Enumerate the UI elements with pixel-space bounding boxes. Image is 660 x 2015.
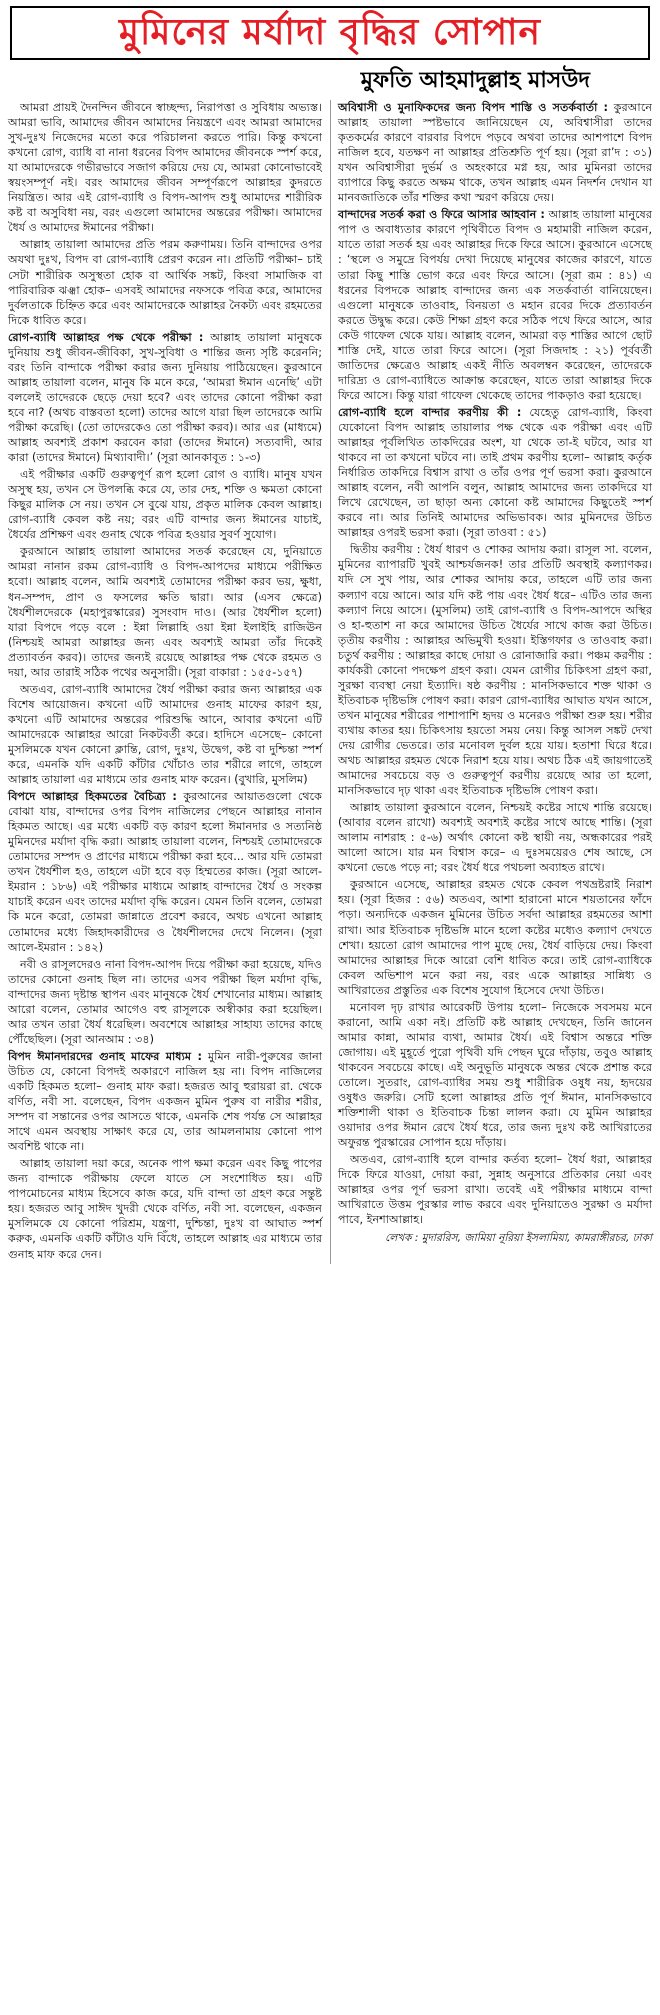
paragraph-text: অতএব, রোগ-ব্যাধি হলে বান্দার কর্তব্য হলো– ধৈর্য ধরা, আল্লাহর দিকে ফিরে যাওয়া, দোয়া করা, সুন্নাহ অনুসারে প্রতিকার নেয়া এবং আল্লাহর ওপর পূর্ণ ভরসা রাখা। তবেই এই পরীক্ষার মাধ্যমে বান্দা আখিরাতে উত্তম পুরস্কার লাভ করবে এবং দুনিয়াতেও সুরক্ষা ও মর্যাদা পাবে, ইনশাআল্লাহ।	[338, 1153, 652, 1227]
author-byline: লেখক : মুদাররিস, জামিয়া নূরিয়া ইসলামিয়া, কামরাঙ্গীরচর, ঢাকা	[385, 1232, 652, 1245]
paragraph-text: কুরআনে আল্লাহ তায়ালা স্পষ্টভাবে জানিয়েছেন যে, অবিশ্বাসীরা তাদের কৃতকর্মের কারণে বারবার বিপদে পড়বে অথবা তাদের আশপাশে বিপদ নাজিল হবে, যতক্ষণ না আল্লাহর প্রতিশ্রুতি পূর্ণ হয়। (সূরা রা’দ : ৩১) যখন অবিশ্বাসীরা দুর্ভর্ম ও অহংকারে মগ্ন হয়, আর মুমিনরা তাদের ব্যাপারে কিছু করতে অক্ষম থাকে, তখন আল্লাহ এমন নিদর্শন দেখান যা মানবজাতিকে তাঁর শক্তির কথা স্মরণ করিয়ে দেয়।	[338, 101, 652, 205]
paragraph	[338, 542, 652, 798]
paragraph	[8, 330, 322, 465]
paragraph	[338, 100, 652, 205]
paragraph	[338, 1000, 652, 1150]
article-title: মুমিনের মর্যাদা বৃদ্ধির সোপান	[119, 12, 541, 53]
paragraph	[338, 877, 652, 997]
paragraph	[338, 207, 652, 403]
paragraph-text: মনোবল দৃঢ় রাখার আরেকটি উপায় হলো– নিজেকে সবসময় মনে করানো, আমি একা নই। প্রতিটি কষ্ট আল্লাহ দেখছেন, তিনি জানেন আমার কান্না, আমার ব্যথা, আমার ধৈর্য। এই বিশ্বাস অন্তরে শক্তি জোগায়। এই মুহূর্তে পুরো পৃথিবী যদি পেছন ঘুরে দাঁড়ায়, তবুও আল্লাহ থাকবেন সবচেয়ে কাছে। এই অনুভূতি মানুষকে অন্তর থেকে প্রশান্ত করে তোলে। সুতরাং, রোগ-ব্যাধির সময় শুধু শারীরিক ওষুধ নয়, হৃদয়ের ওষুধও জরুরি। সেটি হলো আল্লাহর প্রতি পূর্ণ ঈমান, মানসিকভাবে শক্তিশালী থাকা ও ইতিবাচক চিন্তা লালন করা। যে মুমিন আল্লাহর ওয়াদার ওপর ঈমান রেখে ধৈর্য ধরে, তার জন্য দুঃখ কষ্ট আখিরাতের অফুরন্ত পুরস্কারের সোপান হয়ে দাঁড়ায়।	[338, 1000, 652, 1150]
paragraph	[338, 800, 652, 875]
paragraph	[338, 405, 652, 540]
section-heading: বান্দাদের সতর্ক করা ও ফিরে আসার আহবান :	[338, 208, 545, 222]
paragraph-text: এই পরীক্ষার একটি গুরুত্বপূর্ণ রূপ হলো রোগ ও ব্যাধি। মানুষ যখন অসুস্থ হয়, তখন সে উপলব্ধি করে যে, তার দেহ, শক্তি ও ক্ষমতা কোনো কিছুর মালিক সে নয়। তখন সে বুঝে যায়, প্রকৃত মালিক কেবল আল্লাহ। রোগ-ব্যাধি কেবল কষ্ট নয়; বরং এটি বান্দার জন্য ঈমানের যাচাই, ধৈর্যের প্রশিক্ষণ এবং গুনাহ থেকে পবিত্র হওয়ার সুবর্ণ সুযোগ।	[8, 468, 322, 542]
paragraph-text: আল্লাহ তায়ালা আমাদের প্রতি পরম করুণাময়। তিনি বান্দাদের ওপর অযথা দুঃখ, বিপদ বা রোগ-ব্যাধি প্রেরণ করেন না। প্রতিটি পরীক্ষা– চাই সেটা শারীরিক অসুস্থতা হোক বা আর্থিক সঙ্কট, কিংবা সামাজিক বা পারিবারিক ঝঞ্ঝা হোক– এসবই আমাদের নফসকে পবিত্র করে, আমাদের দুর্বলতাকে চিহ্নিত করে এবং আমাদেরকে আল্লাহর নৈকট্য এবং রহমতের দিকে ধাবিত করে।	[8, 238, 322, 327]
paragraph-text: আল্লাহ তায়ালা মানুষকে দুনিয়ায় শুধু জীবন-জীবিকা, সুখ-সুবিধা ও শান্তির জন্য সৃষ্টি করেননি; বরং তিনি বান্দাকে পরীক্ষা করার জন্য দুনিয়ায় পাঠিয়েছেন। কুরআনে আল্লাহ তায়ালা বলেন, মানুষ কি মনে করে, ‘আমরা ঈমান এনেছি’ এটা বললেই তাদেরকে ছেড়ে দেয়া হবে? এবং তাদের কোনো পরীক্ষা করা হবে না? (অথচ বাস্তবতা হলো) তাদের আগে যারা ছিল তাদেরকে আমি পরীক্ষা করেছি। (তো তাদেরকেও তো পরীক্ষা করব)। আর এর (মাধ্যমে) আল্লাহ অবশ্যই প্রকাশ করবেন কারা (তাদের ঈমানে) সত্যবাদী, আর কারা (তাদের ঈমানে) মিথ্যাবাদী।’ (সূরা আনকাবূত : ১-৩)	[8, 330, 322, 465]
article-columns	[8, 100, 652, 1264]
paragraph-text: কুরআনে আল্লাহ তায়ালা আমাদের সতর্ক করেছেন যে, দুনিয়াতে আমরা নানান রকম রোগ-ব্যাধি ও বিপদ-আপদের মাধ্যমে পরীক্ষিত হবো। আল্লাহ বলেন, আমি অবশ্যই তোমাদের পরীক্ষা করব ভয়, ক্ষুধা, ধন-সম্পদ, প্রাণ ও ফসলের ক্ষতি দ্বারা। আর (এসব ক্ষেত্রে) ধৈর্যশীলদেরকে (মহাপুরস্কারের) সুসংবাদ দাও। (আর ধৈর্যশীল হলো) যারা বিপদে পড়ে বলে : ইন্না লিল্লাহি ওয়া ইন্না ইলাইহি রাজিঊন (নিশ্চয়ই আমরা আল্লাহর জন্য এবং অবশ্যই আমরা তাঁর দিকেই প্রত্যাবর্তন করব)। তাদের জন্যই রয়েছে আল্লাহর পক্ষ থেকে রহমত ও দয়া, আর তারাই সঠিক পথের অনুসারী। (সূরা বাকারা : ১৫৫-১৫৭)	[8, 545, 322, 679]
paragraph	[8, 957, 322, 1047]
paragraph-text: আমরা প্রায়ই দৈনন্দিন জীবনে স্বাচ্ছন্দ্য, নিরাপত্তা ও সুবিধায় অভ্যস্ত। আমরা ভাবি, আমাদের জীবন আমাদের নিয়ন্ত্রণে এবং আমরা আমাদের সুখ-দুঃখ নিজেদের মতো করে পরিচালনা করতে পারি। কিন্তু কখনো কখনো রোগ, ব্যাধি বা নানা ধরনের বিপদ আমাদের জীবনকে স্পর্শ করে, যা আমাদেরকে গভীরভাবে সজাগ করিয়ে দেয় যে, আমরা কোনোভাবেই স্বয়ংসম্পূর্ণ নই। বরং আমাদের জীবন সম্পূর্ণরূপে আল্লাহর কুদরতে নিয়ন্ত্রিত। আর এই রোগ-ব্যাধি ও বিপদ-আপদ শুধু আমাদের শারীরিক কষ্ট বা অসুবিধা নয়, বরং এগুলো আমাদের অন্তরের পরীক্ষা। আমাদের ধৈর্য ও আমাদের ঈমানের পরীক্ষা।	[8, 101, 322, 235]
paragraph	[8, 1049, 322, 1154]
paragraph	[338, 1152, 652, 1227]
paragraph	[8, 237, 322, 327]
paragraph-text: যেহেতু রোগ-ব্যাধি, কিংবা যেকোনো বিপদ আল্লাহ তায়ালার পক্ষ থেকে এক পরীক্ষা এবং এটি আল্লাহর পূর্বলিখিত তাকদিরের অংশ, যা থেকে তা-ই ঘটবে, আর যা থাকবে না তা কখনো ঘটবে না। তাই প্রথম করণীয় হলো– আল্লাহ কর্তৃক নির্ধারিত তাকদিরে বিশ্বাস রাখা ও তাঁর ওপর পূর্ণ ভরসা করা। কুরআনে আল্লাহ বলেন, নবী আপনি বলুন, আল্লাহ আমাদের জন্য তাকদিরে যা লিখে রেখেছেন, তা ছাড়া অন্য কোনো কষ্ট আমাদের কিছুতেই স্পর্শ করবে না। আর তিনিই আমাদের অভিভাবক। আর মুমিনদের উচিত আল্লাহর ওপরই ভরসা করা। (সূরা তাওবা : ৫১)	[338, 405, 653, 540]
paragraph	[8, 1156, 322, 1261]
right-column	[334, 100, 652, 1264]
article-author: মুফতি আহমাদুল্লাহ মাসউদ	[360, 68, 590, 93]
paragraph-text: নবী ও রাসূলদেরও নানা বিপদ-আপদ দিয়ে পরীক্ষা করা হয়েছে, যদিও তাদের কোনো গুনাহ ছিল না। তাদের এসব পরীক্ষা ছিল মর্যাদা বৃদ্ধি, বান্দাদের জন্য দৃষ্টান্ত স্থাপন এবং মানুষকে ধৈর্য শেখানোর মাধ্যম। আল্লাহ আরো বলেন, তোমার আগেও বহু রাসূলকে অস্বীকার করা হয়েছিল। আর তখন তারা ধৈর্য ধরেছিল। অবশেষে আল্লাহর সাহায্য তাদের কাছে পৌঁছেছিল। (সূরা আনআম : ৩৪)	[8, 957, 322, 1046]
paragraph-text: দ্বিতীয় করণীয় : ধৈর্য ধারণ ও শোকর আদায় করা। রাসূল সা. বলেন, মুমিনের ব্যাপারটি খুবই আশ্চর্যজনক! তার প্রতিটি অবস্থাই কল্যাণকর। যদি সে সুখ পায়, আর শোকর আদায় করে, তাহলে এটি তার জন্য কল্যাণ বয়ে আনে। আর যদি কষ্ট পায় এবং ধৈর্য ধরে– এটিও তার জন্য কল্যাণ নিয়ে আসে। (মুসলিম) তাই রোগ-ব্যাধি ও বিপদ-আপদে অস্থির ও হা-হুতাশ না করে আমাদের উচিত ধৈর্যের সাথে কাজ করা উচিত। তৃতীয় করণীয় : আল্লাহর অভিমুখী হওয়া। ইস্তিগফার ও তাওবাহ করা। চতুর্থ করণীয় : আল্লাহর কাছে দোয়া ও রোনাজারি করা। পঞ্চম করণীয় : কার্যকরী কোনো পদক্ষেপ গ্রহণ করা। যেমন রোগীর চিকিৎসা গ্রহণ করা, সুরক্ষা ব্যবস্থা নেয়া ইত্যাদি। ষষ্ঠ করণীয় : মানসিকভাবে শক্ত থাকা ও ইতিবাচক দৃষ্টিভঙ্গি পোষণ করা। কারণ রোগ-ব্যাধির আঘাত যখন আসে, তখন মানুষের শরীরের পাশাপাশি হৃদয় ও মনেরও পরীক্ষা শুরু হয়। শরীর ব্যথায় কাতর হয়। চিকিৎসায় হয়তো সময় নেয়। কিন্তু আসল সঙ্কট দেখা দেয় রোগীর ভেতরে। তার মনোবল দুর্বল হয়ে যায়। হতাশা ঘিরে ধরে। অথচ আল্লাহর রহমত থেকে নিরাশ হয়ে যায়। অথচ ঠিক এই জায়গাতেই আমাদের সবচেয়ে বড় ও গুরুত্বপূর্ণ করণীয় রয়েছে আর তা হলো, মানসিকভাবে দৃঢ় থাকা এবং ইতিবাচক দৃষ্টিভঙ্গি পোষণ করা।	[338, 543, 652, 798]
section-heading: অবিশ্বাসী ও মুনাফিকদের জন্য বিপদ শাস্তি ও সতর্কবার্তা :	[338, 101, 608, 114]
section-heading: রোগ-ব্যাধি আল্লাহর পক্ষ থেকে পরীক্ষা :	[8, 330, 204, 344]
left-column	[8, 100, 331, 1264]
paragraph	[8, 467, 322, 542]
paragraph	[8, 682, 322, 787]
section-heading: বিপদ ঈমানদারদের গুনাহ মাফের মাধ্যম :	[8, 1049, 202, 1063]
paragraph-text: কুরআনের আয়াতগুলো থেকে বোঝা যায়, বান্দাদের ওপর বিপদ নাজিলের পেছনে আল্লাহর নানান হিকমত আছে। এর মধ্যে একটি বড় কারণ হলো ঈমানদার ও সত্যনিষ্ঠ মুমিনদের মর্যাদা বৃদ্ধি করা। আল্লাহ তায়ালা বলেন, নিশ্চয়ই তোমাদেরকে তোমাদের সম্পদ ও প্রাণের মাধ্যমে পরীক্ষা করা হবে... আর যদি তোমরা তখন ধৈর্যশীল হও, তাহলে এটা হবে বড় হিম্মতের কাজ। (সূরা আলে-ইমরান : ১৮৬) এই পরীক্ষার মাধ্যমে আল্লাহ বান্দাদের ধৈর্য ও সংকল্প যাচাই করেন এবং তাদের মর্যাদা বৃদ্ধি করেন। যেমন তিনি বলেন, তোমরা কি মনে করো, তোমরা জান্নাতে প্রবেশ করবে, অথচ এখনো আল্লাহ তোমাদের মধ্যে জিহাদকারীদের ও ধৈর্যশীলদের দেখে নিলেন। (সূরা আলে-ইমরান : ১৪২)	[8, 790, 322, 954]
paragraph-text: মুমিন নারী-পুরুষের জানা উচিত যে, কোনো বিপদই অকারণে নাজিল হয় না। বিপদ নাজিলের একটি হিকমত হলো– গুনাহ মাফ করা। হজরত আবু হুরায়রা রা. থেকে বর্ণিত, নবী সা. বলেছেন, বিপদ একজন মুমিন পুরুষ বা নারীর শরীর, সম্পদ বা সন্তানের ওপর আসতে থাকে, এমনকি শেষ পর্যন্ত সে আল্লাহর সাথে এমন অবস্থায় সাক্ষাৎ করে যে, তার আমলনামায় কোনো পাপ অবশিষ্ট থাকে না।	[8, 1049, 322, 1154]
paragraph-text: আল্লাহ তায়ালা মানুষের পাপ ও অবাধ্যতার কারণে পৃথিবীতে বিপদ ও মহামারী নাজিল করেন, যাতে তারা সতর্ক হয় এবং আল্লাহর দিকে ফিরে আসে। কুরআনে এসেছে : ‘স্থলে ও সমুদ্রে বিপর্যয় দেখা দিয়েছে মানুষের কাজের কারণে, যাতে তারা কিছু শাস্তি ভোগ করে এবং ফিরে আসে। (সূরা রূম : ৪১) এ ধরনের বিপদকে আল্লাহ বান্দাদের জন্য এক সতর্কবার্তা বানিয়েছেন। এগুলো মানুষকে তাওবাহ, বিনয়তা ও মহান রবের দিকে প্রত্যাবর্তন করতে উদ্বুদ্ধ করে। কেউ শিক্ষা গ্রহণ করে সঠিক পথে ফিরে আসে, আর কেউ গাফেল থেকে যায়। আল্লাহ বলেন, আমরা বড় শাস্তির আগে ছোট শাস্তি দেই, যাতে তারা ফিরে আসে। (সূরা সিজদাহ : ২১) পূর্ববর্তী জাতিদের ক্ষেত্রেও আল্লাহ একই নীতি অবলম্বন করেছেন, তাদেরকে দারিদ্র্য ও রোগ-ব্যাধিতে আক্রান্ত করেছেন, যাতে তারা আল্লাহর দিকে ফিরে আসে। কিন্তু যারা গাফেল থেকেছে তাদের পাকড়াও করা হয়েছে।	[338, 208, 652, 402]
paragraph	[8, 100, 322, 235]
section-heading: বিপদে আল্লাহর হিকমতের বৈচিত্র্য :	[8, 790, 177, 804]
paragraph-text: কুরআনে এসেছে, আল্লাহর রহমত থেকে কেবল পথভ্রষ্টরাই নিরাশ হয়। (সূরা হিজর : ৫৬) অতএব, আশা হারানো মানে শয়তানের ফাঁদে পড়া। অন্যদিকে একজন মুমিনের উচিত সর্বদা আল্লাহর রহমতের আশা রাখা। আর ইতিবাচক দৃষ্টিভঙ্গি মানে হলো কষ্টের মধ্যেও কল্যাণ দেখতে শেখা। হয়তো রোগ আমাদের পাপ মুছে দেয়, ধৈর্য বাড়িয়ে দেয়। কিংবা আমাদের আল্লাহর দিকে আরো বেশি ধাবিত করে। তাই রোগ-ব্যাধিকে কেবল অভিশাপ মনে করা নয়, বরং একে আল্লাহর সান্নিধ্য ও আখিরাতের প্রস্তুতির এক বিশেষ সুযোগ হিসেবে দেখা উচিত।	[338, 878, 652, 997]
paragraph-text: অতএব, রোগ-ব্যাধি আমাদের ধৈর্য পরীক্ষা করার জন্য আল্লাহর এক বিশেষ আয়োজন। কখনো এটি আমাদের গুনাহ মাফের কারণ হয়, কখনো এটি আমাদের অন্তরের পরিশুদ্ধি আনে, আবার কখনো এটি আমাদেরকে আল্লাহর আরো নিকটবর্তী করে। হাদিসে এসেছে– কোনো মুসলিমকে যখন কোনো ক্লান্তি, রোগ, দুঃখ, উদ্বেগ, কষ্ট বা দুশ্চিন্তা স্পর্শ করে, এমনকি যদি একটি কাঁটার খোঁচাও তার শরীরে লাগে, তাহলে আল্লাহ তায়ালা এর মাধ্যমে তার গুনাহ মাফ করেন। (বুখারি, মুসলিম)	[8, 682, 322, 787]
paragraph	[8, 544, 322, 679]
title-box	[10, 6, 650, 60]
paragraph-text: আল্লাহ তায়ালা কুরআনে বলেন, নিশ্চয়ই কষ্টের সাথে শান্তি রয়েছে। (আবার বলেন রাখো) অবশ্যই অবশ্যই কষ্টের সাথে আছে শান্তি। (সূরা আলাম নাশরাহ : ৫-৬) অর্থাৎ কোনো কষ্ট স্থায়ী নয়, অন্ধকারের পরই আলো আসে। যার মন বিশ্বাস করে– এ দুঃসময়েরও শেষ আছে, সে কখনো ভেঙে পড়ে না; বরং ধৈর্য ধরে পথচলা অব্যাহত রাখে।	[338, 801, 652, 875]
section-heading: রোগ-ব্যাধি হলে বান্দার করণীয় কী :	[338, 405, 522, 419]
paragraph-text: আল্লাহ তায়ালা দয়া করে, অনেক পাপ ক্ষমা করেন এবং কিছু পাপের জন্য বান্দাকে পরীক্ষায় ফেলে যাতে সে সংশোধিত হয়। এটি পাপমোচনের মাধ্যম হিসেবে কাজ করে, যদি বান্দা তা গ্রহণ করে সন্তুষ্ট হয়। হজরত আবু সাঈদ খুদরী থেকে বর্ণিত, নবী সা. বলেছেন, একজন মুসলিমকে যে কোনো পরিশ্রম, যন্ত্রণা, দুশ্চিন্তা, দুঃখ বা আঘাত স্পর্শ করুক, এমনকি একটি কাঁটাও যদি বিঁধে, তাহলে আল্লাহ এর মাধ্যমে তার গুনাহ মাফ করে দেন।	[8, 1157, 322, 1261]
paragraph	[8, 789, 322, 955]
